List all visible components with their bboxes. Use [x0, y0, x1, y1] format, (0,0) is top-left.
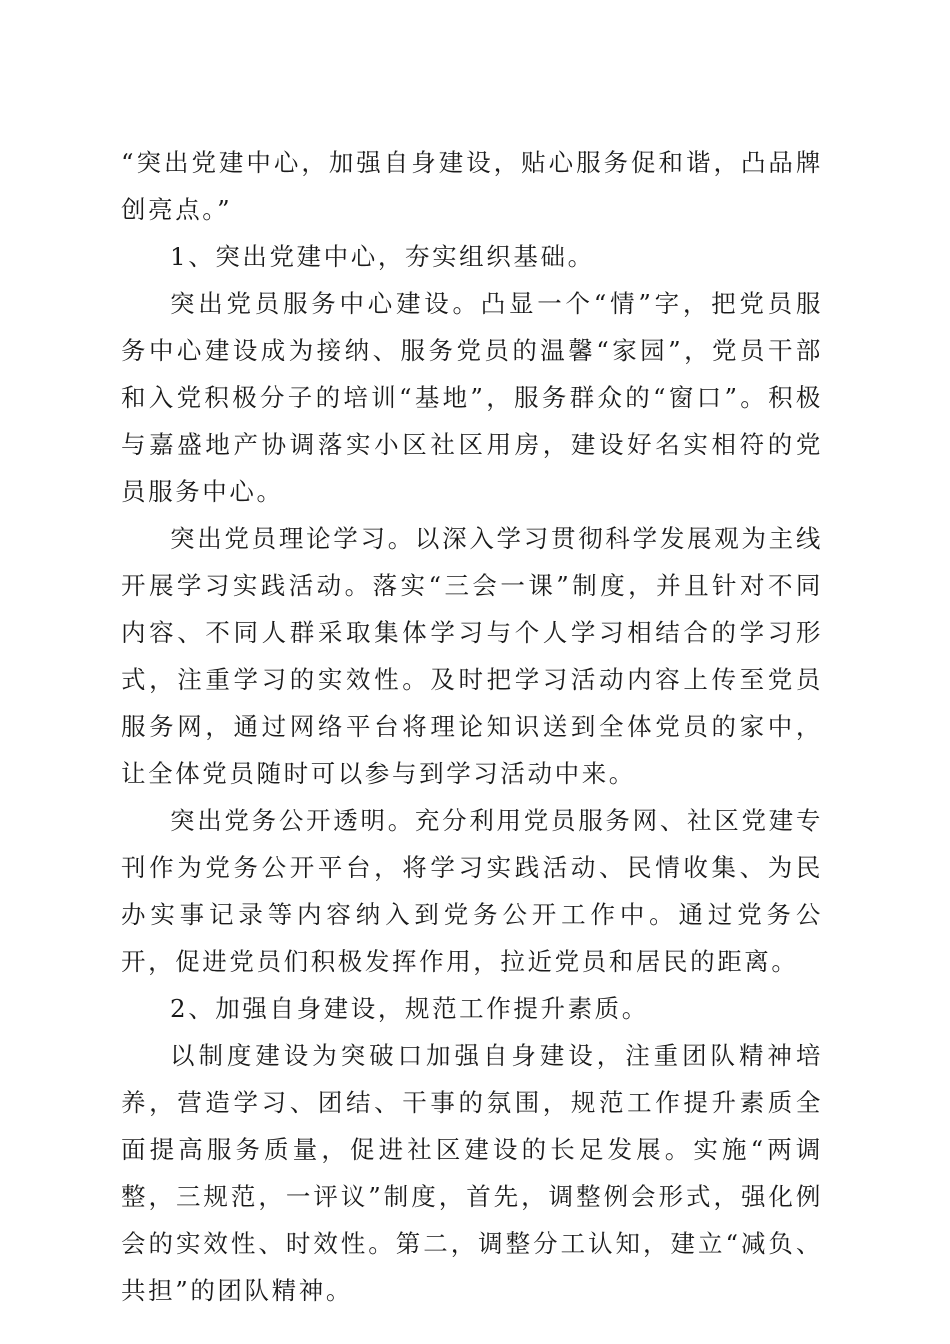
- paragraph-service-center: 突出党员服务中心建设。凸显一个“情”字，把党员服务中心建设成为接纳、服务党员的温馨“家园”，党员干部和入党积极分子的培训“基地”，服务群众的“窗口”。积极与嘉盛地产协调落实小区社区用房，建设好名实相符的党员服务中心。: [121, 289, 823, 506]
- paragraph-theory-study: 突出党员理论学习。以深入学习贯彻科学发展观为主线开展学习实践活动。落实“三会一课”制度，并且针对不同内容、不同人群采取集体学习与个人学习相结合的学习形式，注重学习的实效性。及时把学习活动内容上传至党员服务网，通过网络平台将理论知识送到全体党员的家中，让全体党员随时可以参与到学习活动中来。: [121, 524, 823, 788]
- paragraph-slogan: “突出党建中心，加强自身建设，贴心服务促和谐，凸品牌创亮点。”: [121, 148, 823, 224]
- document-body: [121, 139, 823, 1314]
- section-heading-1: 1、突出党建中心，夯实组织基础。: [170, 242, 595, 271]
- section-heading-2: 2、加强自身建设，规范工作提升素质。: [170, 994, 649, 1023]
- paragraph-system-building: 以制度建设为突破口加强自身建设，注重团队精神培养，营造学习、团结、干事的氛围，规范工作提升素质全面提高服务质量，促进社区建设的长足发展。实施“两调整，三规范，一评议”制度，首先，调整例会形式，强化例会的实效性、时效性。第二，调整分工认知，建立“减负、共担”的团队精神。: [121, 1041, 823, 1305]
- paragraph-party-affairs-transparency: 突出党务公开透明。充分利用党员服务网、社区党建专刊作为党务公开平台，将学习实践活动、民情收集、为民办实事记录等内容纳入到党务公开工作中。通过党务公开，促进党员们积极发挥作用，拉近党员和居民的距离。: [121, 806, 823, 976]
